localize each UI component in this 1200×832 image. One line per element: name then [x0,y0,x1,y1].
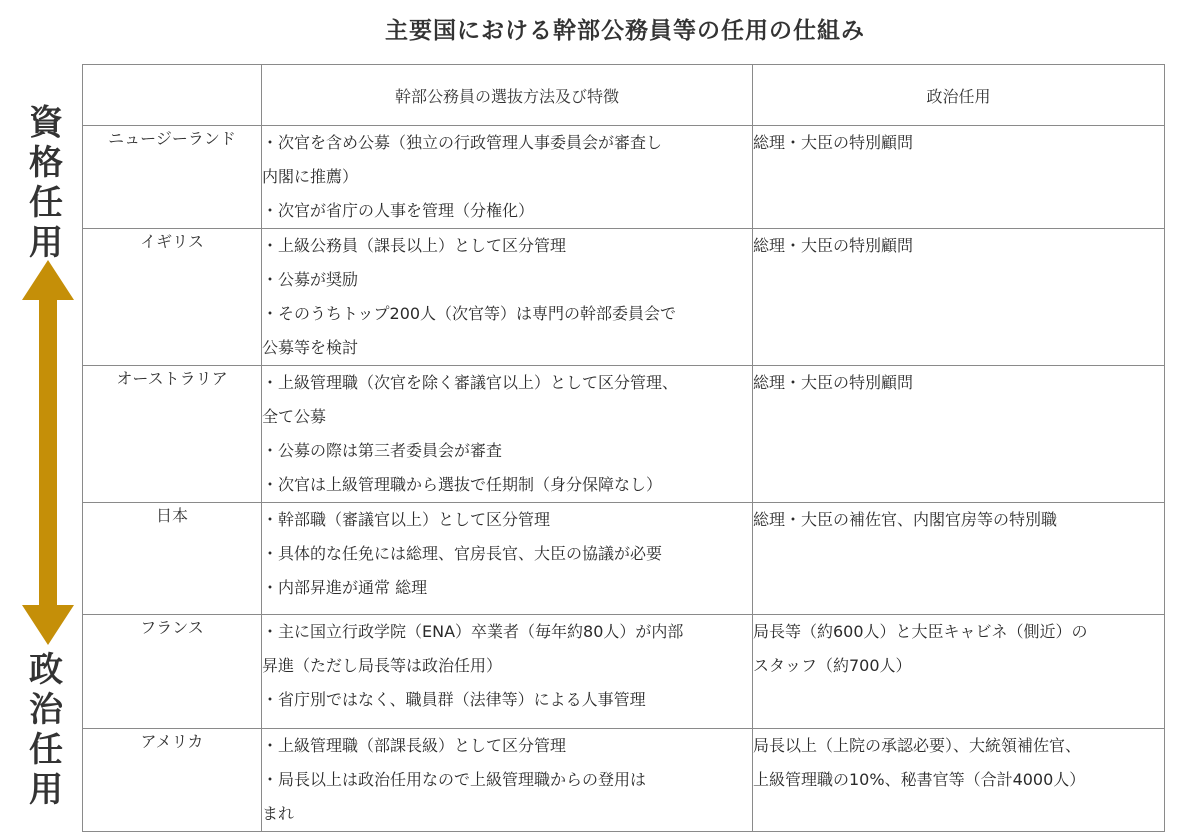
table-row [83,615,1165,729]
method-line: ・上級管理職（次官を除く審議官以上）として区分管理、 [262,373,679,392]
header-corner [83,65,262,126]
arrow-shape [22,260,74,645]
method-line: ・公募が奨励 [262,270,359,289]
political-line: 総理・大臣の特別顧問 [753,373,914,392]
country-cell: ニュージーランド [83,126,262,229]
header-method: 幹部公務員の選抜方法及び特徴 [262,65,753,126]
political-line: 局長等（約600人）と大臣キャビネ（側近）の [753,622,1088,641]
political-cell [753,229,1165,366]
table-row [83,126,1165,229]
political-cell [753,126,1165,229]
method-line: ・次官は上級管理職から選抜で任期制（身分保障なし） [262,475,663,494]
double-arrow-icon [18,260,78,645]
table-header-row [83,65,1165,126]
country-cell: イギリス [83,229,262,366]
method-line: 昇進（ただし局長等は政治任用） [262,656,503,675]
method-cell [262,729,753,832]
method-line: ・公募の際は第三者委員会が審査 [262,441,503,460]
method-line: ・省庁別ではなく、職員群（法律等）による人事管理 [262,690,646,709]
method-line: ・主に国立行政学院（ENA）卒業者（毎年約80人）が内部 [262,622,684,641]
political-cell [753,729,1165,832]
method-line: ・局長以上は政治任用なので上級管理職からの登用は [262,770,647,789]
country-cell: オーストラリア [83,366,262,503]
method-line: まれ [262,804,295,823]
country-cell: フランス [83,615,262,729]
political-line: 上級管理職の10%、秘書官等（合計4000人） [753,770,1086,789]
political-line: 総理・大臣の特別顧問 [753,236,914,255]
header-political: 政治任用 [753,65,1165,126]
method-line: ・上級管理職（部課長級）として区分管理 [262,736,567,755]
merit-appointment-label: 資格任用 [29,103,63,263]
method-line: ・幹部職（審議官以上）として区分管理 [262,510,551,529]
method-line: ・具体的な任免には総理、官房長官、大臣の協議が必要 [262,544,663,563]
method-cell [262,126,753,229]
table-row [83,729,1165,832]
method-cell [262,229,753,366]
method-line: 公募等を検討 [262,338,359,357]
method-line: 全て公募 [262,407,327,426]
political-appointment-label: 政治任用 [29,650,63,810]
method-line: ・次官が省庁の人事を管理（分権化） [262,201,535,220]
country-cell: アメリカ [83,729,262,832]
appointment-table [82,64,1165,832]
method-cell [262,615,753,729]
method-line: ・上級公務員（課長以上）として区分管理 [262,236,567,255]
method-line: 内閣に推薦） [262,167,359,186]
political-cell [753,366,1165,503]
political-cell [753,615,1165,729]
table-row [83,229,1165,366]
method-line: ・内部昇進が通常 総理 [262,578,428,597]
page-title: 主要国における幹部公務員等の任用の仕組み [385,18,865,44]
political-line: 総理・大臣の特別顧問 [753,133,914,152]
political-cell [753,503,1165,615]
method-line: ・そのうちトップ200人（次官等）は専門の幹部委員会で [262,304,677,323]
political-line: スタッフ（約700人） [753,656,912,675]
method-cell [262,503,753,615]
method-line: ・次官を含め公募（独立の行政管理人事委員会が審査し [262,133,663,152]
table-row [83,366,1165,503]
political-line: 局長以上（上院の承認必要）、大統領補佐官、 [753,736,1082,755]
country-cell: 日本 [83,503,262,615]
political-line: 総理・大臣の補佐官、内閣官房等の特別職 [753,510,1058,529]
table-row [83,503,1165,615]
method-cell [262,366,753,503]
